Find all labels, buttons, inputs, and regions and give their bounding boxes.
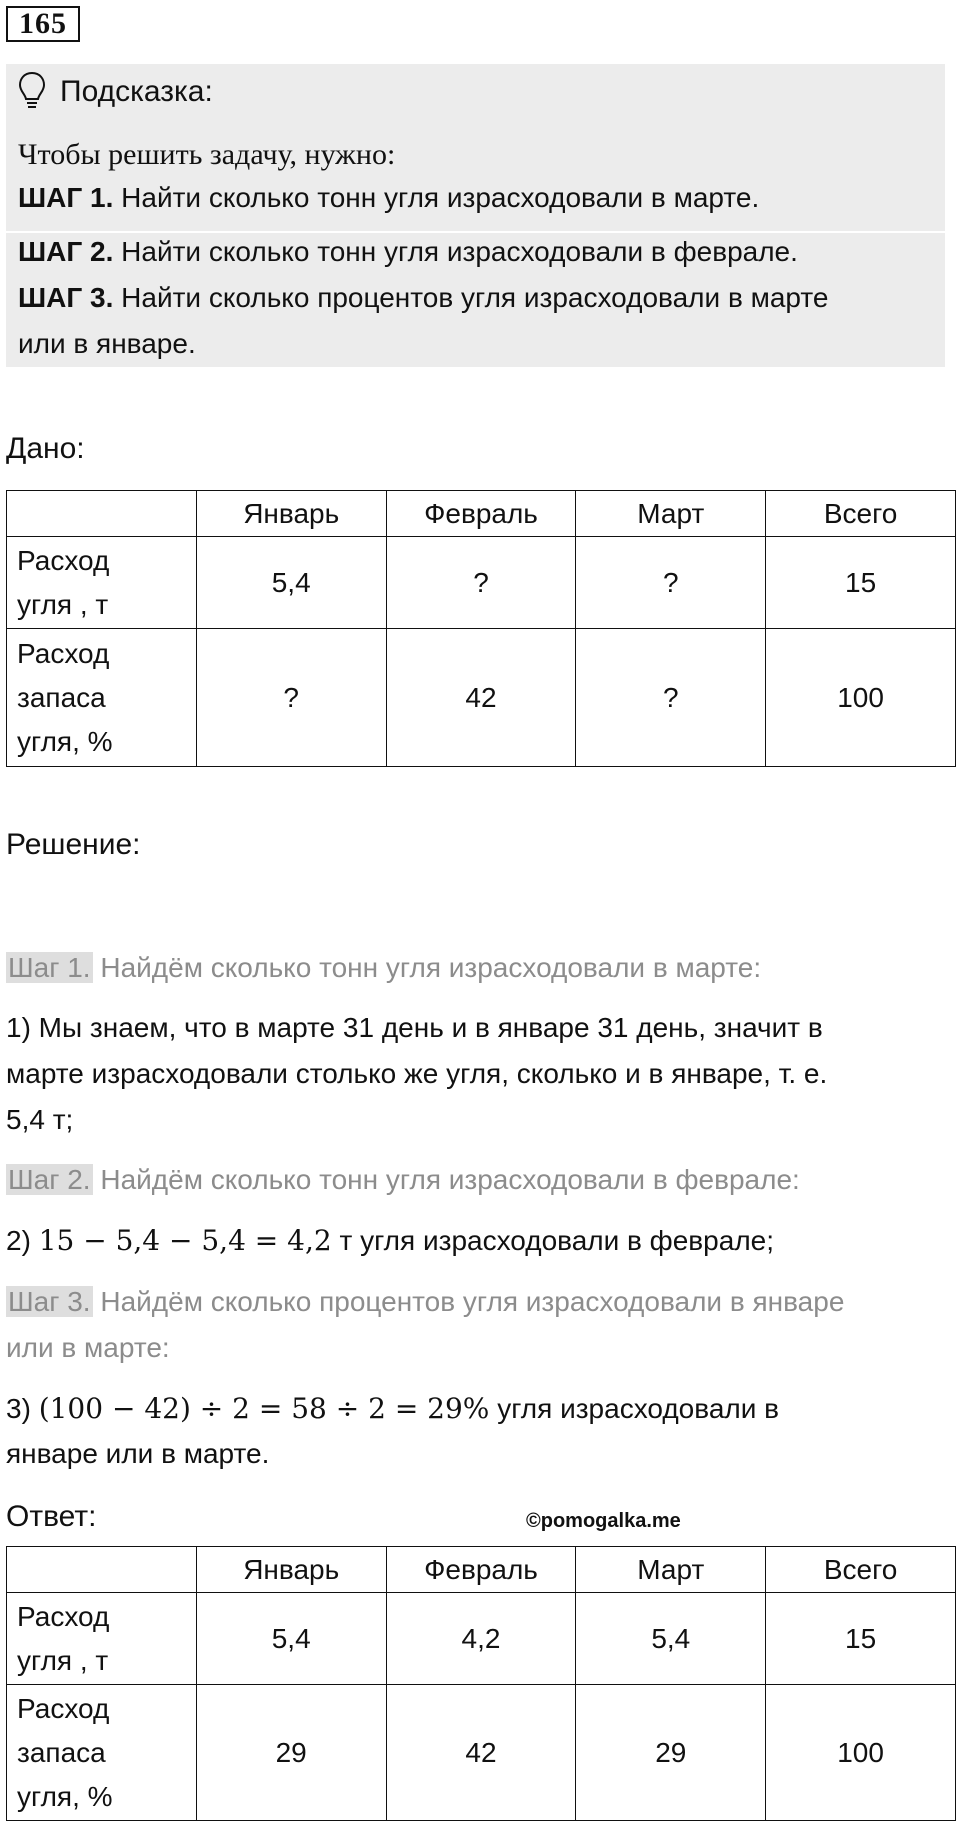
table-cell: 29 bbox=[196, 1685, 386, 1821]
step-1-line-1: 1) Мы знаем, что в марте 31 день и в январе 31 день, значит в bbox=[6, 1012, 823, 1043]
step-2-title: Найдём сколько тонн угля израсходовали в феврале: bbox=[100, 1164, 800, 1195]
row-header-coal-percent bbox=[7, 1685, 197, 1821]
step-1-line-3: 5,4 т; bbox=[6, 1104, 74, 1135]
task-number: 165 bbox=[6, 6, 80, 42]
solution-step-1-heading bbox=[6, 952, 761, 984]
table-cell: 42 bbox=[386, 629, 576, 767]
step-3-continuation: январе или в марте. bbox=[6, 1438, 270, 1469]
step-1-line-2: марте израсходовали столько же угля, сколько и в январе, т. е. bbox=[6, 1058, 828, 1089]
column-header-march: Март bbox=[576, 491, 766, 537]
hint-step-1-label: ШАГ 1. bbox=[18, 182, 114, 213]
solution-step-2-heading bbox=[6, 1164, 800, 1196]
step-3-title: Найдём сколько процентов угля израсходовали в январе bbox=[100, 1286, 845, 1317]
step-2-chip: Шаг 2. bbox=[8, 1164, 91, 1195]
given-label: Дано: bbox=[6, 432, 85, 465]
watermark: ©pomogalka.me bbox=[526, 1510, 681, 1532]
row-header-line: Расход bbox=[17, 637, 110, 669]
table-cell: 29 bbox=[576, 1685, 766, 1821]
table-cell: ? bbox=[576, 537, 766, 629]
column-header-february: Февраль bbox=[386, 491, 576, 537]
table-corner-cell bbox=[7, 491, 197, 537]
solution-step-3-heading bbox=[6, 1286, 844, 1318]
column-header-total: Всего bbox=[766, 491, 956, 537]
table-corner-cell bbox=[7, 1547, 197, 1593]
row-header-coal-percent bbox=[7, 629, 197, 767]
row-header-line: угля, % bbox=[17, 725, 113, 757]
hint-step-2 bbox=[18, 236, 798, 268]
table-cell: 5,4 bbox=[196, 537, 386, 629]
row-header-line: запаса bbox=[17, 681, 106, 713]
step-3-calculation bbox=[6, 1392, 779, 1425]
hint-step-2-label: ШАГ 2. bbox=[18, 236, 114, 267]
row-header-line: Расход bbox=[17, 1692, 110, 1724]
table-row bbox=[7, 537, 956, 629]
table-row bbox=[7, 1593, 956, 1685]
hint-intro: Чтобы решить задачу, нужно: bbox=[18, 138, 396, 171]
hint-title: Подсказка: bbox=[60, 75, 213, 108]
hint-step-3-continuation: или в январе. bbox=[18, 328, 196, 359]
table-cell: ? bbox=[386, 537, 576, 629]
table-cell: ? bbox=[196, 629, 386, 767]
hint-step-1 bbox=[18, 182, 759, 214]
column-header-total: Всего bbox=[766, 1547, 956, 1593]
row-header-coal-tons bbox=[7, 1593, 197, 1685]
hint-header bbox=[18, 70, 213, 114]
row-header-line: Расход bbox=[17, 1600, 110, 1632]
column-header-january: Январь bbox=[196, 491, 386, 537]
table-row bbox=[7, 1685, 956, 1821]
row-header-line: запаса bbox=[17, 1736, 106, 1768]
table-cell: 5,4 bbox=[196, 1593, 386, 1685]
step-2-calculation bbox=[6, 1224, 774, 1257]
step-2-prefix: 2) bbox=[6, 1225, 31, 1256]
table-cell: 15 bbox=[766, 1593, 956, 1685]
row-header-line: Расход bbox=[17, 544, 110, 576]
table-cell: 5,4 bbox=[576, 1593, 766, 1685]
table-cell: 100 bbox=[766, 1685, 956, 1821]
step-1-title: Найдём сколько тонн угля израсходовали в марте: bbox=[100, 952, 762, 983]
step-3-suffix: угля израсходовали в bbox=[497, 1393, 780, 1424]
column-header-march: Март bbox=[576, 1547, 766, 1593]
step-1-chip: Шаг 1. bbox=[8, 952, 91, 983]
table-cell: 4,2 bbox=[386, 1593, 576, 1685]
step-3-title-continuation: или в марте: bbox=[6, 1332, 170, 1363]
table-cell: ? bbox=[576, 629, 766, 767]
row-header-coal-tons bbox=[7, 537, 197, 629]
table-header-row bbox=[7, 491, 956, 537]
answer-table bbox=[6, 1546, 956, 1821]
hint-step-3-label: ШАГ 3. bbox=[18, 282, 114, 313]
row-header-line: угля, % bbox=[17, 1780, 113, 1812]
step-3-formula: (100 − 42) ÷ 2 = 58 ÷ 2 = 29% bbox=[38, 1392, 490, 1425]
hint-step-3 bbox=[18, 282, 828, 314]
hint-step-1-text: Найти сколько тонн угля израсходовали в марте. bbox=[121, 182, 760, 213]
table-cell: 15 bbox=[766, 537, 956, 629]
given-table bbox=[6, 490, 956, 767]
step-3-chip: Шаг 3. bbox=[8, 1286, 91, 1317]
hint-step-2-text: Найти сколько тонн угля израсходовали в феврале. bbox=[121, 236, 798, 267]
step-3-prefix: 3) bbox=[6, 1393, 31, 1424]
column-header-february: Февраль bbox=[386, 1547, 576, 1593]
column-header-january: Январь bbox=[196, 1547, 386, 1593]
lightbulb-icon bbox=[18, 70, 46, 115]
row-header-line: угля , т bbox=[17, 1644, 109, 1676]
table-row bbox=[7, 629, 956, 767]
step-2-formula: 15 − 5,4 − 5,4 = 4,2 bbox=[38, 1224, 332, 1257]
hint-step-3-text: Найти сколько процентов угля израсходовали в марте bbox=[121, 282, 829, 313]
table-cell: 42 bbox=[386, 1685, 576, 1821]
answer-label: Ответ: bbox=[6, 1500, 97, 1533]
row-header-line: угля , т bbox=[17, 588, 109, 620]
solution-label: Решение: bbox=[6, 828, 141, 861]
table-header-row bbox=[7, 1547, 956, 1593]
table-cell: 100 bbox=[766, 629, 956, 767]
step-2-suffix: т угля израсходовали в феврале; bbox=[339, 1225, 775, 1256]
